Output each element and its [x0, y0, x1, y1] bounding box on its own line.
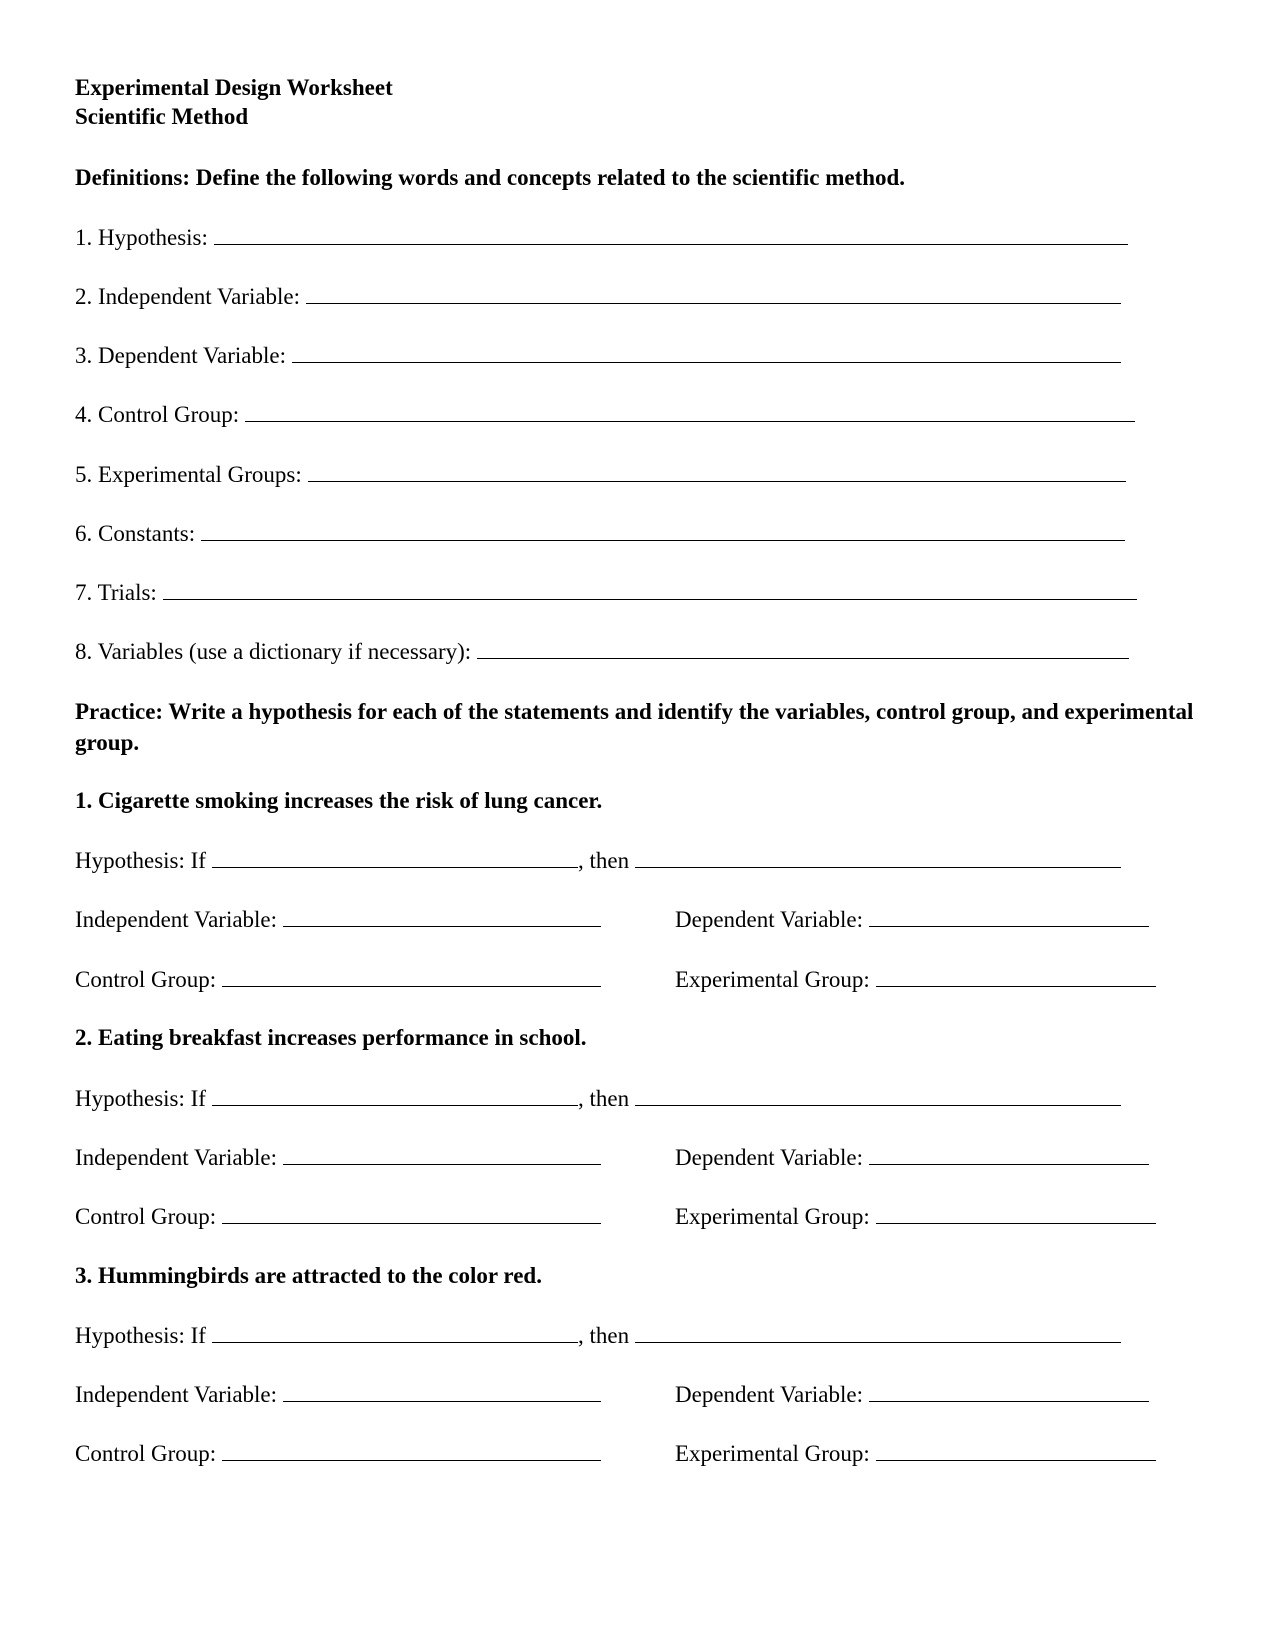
- definition-label: 4. Control Group:: [75, 402, 240, 427]
- dependent-variable-label: Dependent Variable:: [675, 1382, 863, 1407]
- independent-variable-label: Independent Variable:: [75, 1382, 278, 1407]
- then-label: , then: [577, 848, 630, 873]
- control-group-label: Control Group:: [75, 1441, 217, 1466]
- answer-blank[interactable]: [214, 222, 1128, 245]
- control-group-blank[interactable]: [222, 1201, 601, 1224]
- groups-row-1: [75, 964, 601, 994]
- definition-hypothesis: [75, 222, 1128, 252]
- then-blank[interactable]: [635, 1083, 1121, 1106]
- definition-label: 6. Constants:: [75, 521, 196, 546]
- dependent-variable-label: Dependent Variable:: [675, 907, 863, 932]
- answer-blank[interactable]: [201, 518, 1125, 541]
- experimental-row-1: [675, 964, 1156, 994]
- then-blank[interactable]: [635, 1320, 1121, 1343]
- then-label: , then: [577, 1086, 630, 1111]
- practice-statement-2: 2. Eating breakfast increases performance in school.: [75, 1025, 587, 1050]
- variables-row-1: [75, 904, 601, 934]
- experimental-row-2: [675, 1201, 1156, 1231]
- variables-row-2: [75, 1142, 601, 1172]
- dependent-variable-blank[interactable]: [869, 1379, 1149, 1402]
- answer-blank[interactable]: [245, 399, 1135, 422]
- definition-control-group: [75, 399, 1135, 429]
- definition-experimental-groups: [75, 459, 1126, 489]
- worksheet-page: [75, 0, 1205, 1650]
- dependent-variable-blank[interactable]: [869, 1142, 1149, 1165]
- dependent-variable-blank[interactable]: [869, 904, 1149, 927]
- practice-statement-1: 1. Cigarette smoking increases the risk of lung cancer.: [75, 788, 603, 813]
- groups-row-2: [75, 1201, 601, 1231]
- independent-variable-blank[interactable]: [283, 1379, 601, 1402]
- definitions-instruction: Definitions: Define the following words and concepts related to the scientific method.: [75, 165, 906, 190]
- dependent-row-3: [675, 1379, 1149, 1409]
- answer-blank[interactable]: [477, 636, 1129, 659]
- practice-statement-3: 3. Hummingbirds are attracted to the color red.: [75, 1263, 542, 1288]
- variables-row-3: [75, 1379, 601, 1409]
- experimental-row-3: [675, 1438, 1156, 1468]
- definition-label: 1. Hypothesis:: [75, 225, 208, 250]
- then-label: , then: [577, 1323, 630, 1348]
- hypothesis-row-3: [75, 1320, 1121, 1350]
- independent-variable-label: Independent Variable:: [75, 1145, 278, 1170]
- practice-instruction: Practice: Write a hypothesis for each of the statements and identify the variables, control group, and experimental group.: [75, 699, 1194, 755]
- answer-blank[interactable]: [163, 577, 1137, 600]
- hypothesis-row-1: [75, 845, 1121, 875]
- definition-independent-variable: [75, 281, 1121, 311]
- experimental-group-blank[interactable]: [876, 964, 1156, 987]
- hypothesis-row-2: [75, 1083, 1121, 1113]
- experimental-group-label: Experimental Group:: [675, 1441, 870, 1466]
- worksheet-title: Experimental Design Worksheet: [75, 75, 393, 100]
- definition-trials: [75, 577, 1137, 607]
- independent-variable-label: Independent Variable:: [75, 907, 278, 932]
- if-blank[interactable]: [212, 1083, 578, 1106]
- control-group-label: Control Group:: [75, 1204, 217, 1229]
- worksheet-subtitle: Scientific Method: [75, 104, 249, 129]
- groups-row-3: [75, 1438, 601, 1468]
- definition-label: 2. Independent Variable:: [75, 284, 301, 309]
- dependent-row-1: [675, 904, 1149, 934]
- experimental-group-blank[interactable]: [876, 1438, 1156, 1461]
- answer-blank[interactable]: [308, 459, 1126, 482]
- definition-constants: [75, 518, 1125, 548]
- definition-dependent-variable: [75, 340, 1121, 370]
- experimental-group-label: Experimental Group:: [675, 1204, 870, 1229]
- if-blank[interactable]: [212, 1320, 578, 1343]
- definition-variables: [75, 636, 1129, 666]
- answer-blank[interactable]: [306, 281, 1121, 304]
- independent-variable-blank[interactable]: [283, 904, 601, 927]
- if-blank[interactable]: [212, 845, 578, 868]
- hypothesis-if-label: Hypothesis: If: [75, 1086, 206, 1111]
- control-group-blank[interactable]: [222, 964, 601, 987]
- experimental-group-blank[interactable]: [876, 1201, 1156, 1224]
- definition-label: 8. Variables (use a dictionary if necessary):: [75, 639, 472, 664]
- answer-blank[interactable]: [292, 340, 1121, 363]
- hypothesis-if-label: Hypothesis: If: [75, 848, 206, 873]
- definition-label: 5. Experimental Groups:: [75, 462, 302, 487]
- dependent-row-2: [675, 1142, 1149, 1172]
- independent-variable-blank[interactable]: [283, 1142, 601, 1165]
- experimental-group-label: Experimental Group:: [675, 967, 870, 992]
- dependent-variable-label: Dependent Variable:: [675, 1145, 863, 1170]
- control-group-blank[interactable]: [222, 1438, 601, 1461]
- definition-label: 3. Dependent Variable:: [75, 343, 286, 368]
- then-blank[interactable]: [635, 845, 1121, 868]
- control-group-label: Control Group:: [75, 967, 217, 992]
- hypothesis-if-label: Hypothesis: If: [75, 1323, 206, 1348]
- definition-label: 7. Trials:: [75, 580, 157, 605]
